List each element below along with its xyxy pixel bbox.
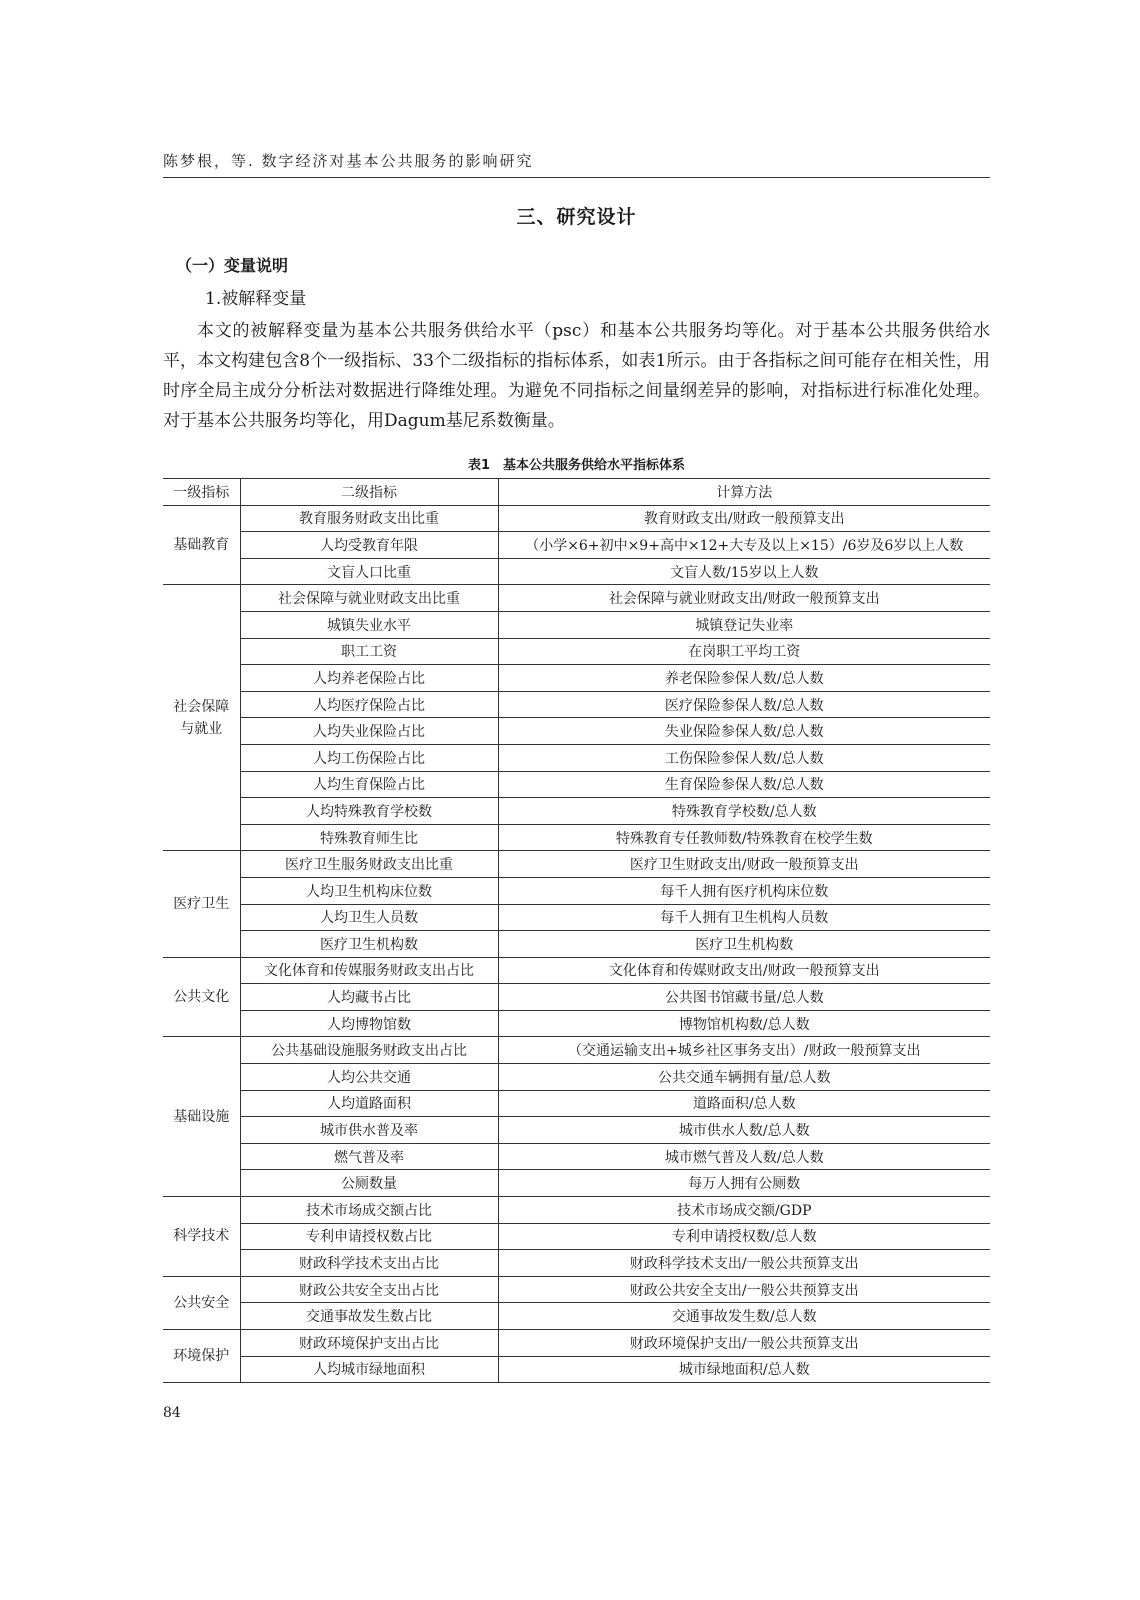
table-row	[163, 1197, 990, 1224]
method-cell: 养老保险参保人数/总人数	[498, 665, 990, 692]
table-row	[163, 824, 990, 851]
indicator-cell: 人均工伤保险占比	[240, 744, 498, 771]
category-cell	[163, 1197, 240, 1277]
table-row	[163, 1117, 990, 1144]
method-cell: 特殊教育专任教师数/特殊教育在校学生数	[498, 824, 990, 851]
indicator-cell: 职工工资	[240, 638, 498, 665]
body-paragraph: 本文的被解释变量为基本公共服务供给水平（psc）和基本公共服务均等化。对于基本公共服务供给水平，本文构建包含8个一级指标、33个二级指标的指标体系，如表1所示。由于各指标之间可能存在相关性，用时序全局主成分分析法对数据进行降维处理。为避免不同指标之间量纲差异的影响，对指标进行标准化处理。对于基本公共服务均等化，用Dagum基尼系数衡量。	[163, 321, 990, 431]
indicator-cell: 财政公共安全支出占比	[240, 1276, 498, 1303]
category-label: 公共文化	[173, 989, 230, 1006]
category-label: 科学技术	[173, 1228, 230, 1245]
table-row	[163, 851, 990, 878]
table-caption: 表1 基本公共服务供给水平指标体系	[467, 458, 686, 473]
category-cell	[163, 1037, 240, 1197]
indicator-cell: 人均卫生机构床位数	[240, 877, 498, 904]
method-cell: 每万人拥有公厕数	[498, 1170, 990, 1197]
indicator-cell: 人均公共交通	[240, 1064, 498, 1091]
table-row	[163, 1090, 990, 1117]
table-row	[163, 744, 990, 771]
indicator-table	[163, 478, 990, 1383]
indicator-cell: 财政环境保护支出占比	[240, 1330, 498, 1357]
indicator-cell: 人均博物馆数	[240, 1010, 498, 1037]
method-cell: 道路面积/总人数	[498, 1090, 990, 1117]
method-cell: 财政公共安全支出/一般公共预算支出	[498, 1276, 990, 1303]
category-label: 环境保护	[173, 1348, 230, 1365]
indicator-cell: 财政科学技术支出占比	[240, 1250, 498, 1277]
table-row	[163, 904, 990, 931]
category-label: 医疗卫生	[173, 896, 230, 912]
method-cell: 博物馆机构数/总人数	[498, 1010, 990, 1037]
table-row	[163, 691, 990, 718]
indicator-cell: 文盲人口比重	[240, 558, 498, 585]
method-cell: 财政科学技术支出/一般公共预算支出	[498, 1250, 990, 1277]
category-cell	[163, 505, 240, 585]
header-level1: 一级指标	[163, 479, 240, 506]
category-cell	[163, 1276, 240, 1329]
table-row	[163, 1303, 990, 1330]
indicator-cell: 文化体育和传媒服务财政支出占比	[240, 957, 498, 984]
table-row	[163, 957, 990, 984]
method-cell: 交通事故发生数/总人数	[498, 1303, 990, 1330]
method-cell: 工伤保险参保人数/总人数	[498, 744, 990, 771]
indicator-cell: 人均医疗保险占比	[240, 691, 498, 718]
indicator-cell: 交通事故发生数占比	[240, 1303, 498, 1330]
method-cell: 社会保障与就业财政支出/财政一般预算支出	[498, 585, 990, 612]
indicator-cell: 公共基础设施服务财政支出占比	[240, 1037, 498, 1064]
table-row	[163, 558, 990, 585]
page-number: 84	[163, 1405, 181, 1421]
indicator-cell: 教育服务财政支出比重	[240, 505, 498, 532]
method-cell: 教育财政支出/财政一般预算支出	[498, 505, 990, 532]
table-header-row	[163, 479, 990, 506]
table-row	[163, 1143, 990, 1170]
method-cell: 城市绿地面积/总人数	[498, 1356, 990, 1383]
table-row	[163, 798, 990, 825]
table-row	[163, 718, 990, 745]
indicator-cell: 人均养老保险占比	[240, 665, 498, 692]
indicator-cell: 城镇失业水平	[240, 611, 498, 638]
method-cell: 公共图书馆藏书量/总人数	[498, 984, 990, 1011]
table-row	[163, 1170, 990, 1197]
indicator-cell: 人均失业保险占比	[240, 718, 498, 745]
table-row	[163, 877, 990, 904]
indicator-cell: 人均特殊教育学校数	[240, 798, 498, 825]
indicator-cell: 人均藏书占比	[240, 984, 498, 1011]
method-cell: 生育保险参保人数/总人数	[498, 771, 990, 798]
indicator-cell: 人均道路面积	[240, 1090, 498, 1117]
method-cell: 城市供水人数/总人数	[498, 1117, 990, 1144]
indicator-cell: 人均受教育年限	[240, 532, 498, 559]
table-row	[163, 1330, 990, 1357]
method-cell: 特殊教育学校数/总人数	[498, 798, 990, 825]
category-label: 社会保障	[173, 698, 230, 715]
table-body	[163, 505, 990, 1383]
table-row	[163, 611, 990, 638]
subsubsection-title: 1.被解释变量	[205, 289, 307, 309]
category-label: 公共安全	[173, 1294, 230, 1311]
indicator-cell: 社会保障与就业财政支出比重	[240, 585, 498, 612]
method-cell: 失业保险参保人数/总人数	[498, 718, 990, 745]
category-cell	[163, 851, 240, 957]
method-cell: （小学×6+初中×9+高中×12+大专及以上×15）/6岁及6岁以上人数	[498, 532, 990, 559]
table-row	[163, 931, 990, 958]
table-row	[163, 1037, 990, 1064]
table-row	[163, 984, 990, 1011]
table-row	[163, 532, 990, 559]
method-cell: 城镇登记失业率	[498, 611, 990, 638]
method-cell: 医疗卫生机构数	[498, 931, 990, 958]
category-cell	[163, 957, 240, 1037]
indicator-cell: 专利申请授权数占比	[240, 1223, 498, 1250]
method-cell: 医疗保险参保人数/总人数	[498, 691, 990, 718]
method-cell: 文化体育和传媒财政支出/财政一般预算支出	[498, 957, 990, 984]
method-cell: 每千人拥有医疗机构床位数	[498, 877, 990, 904]
method-cell: 城市燃气普及人数/总人数	[498, 1143, 990, 1170]
indicator-cell: 特殊教育师生比	[240, 824, 498, 851]
method-cell: 公共交通车辆拥有量/总人数	[498, 1064, 990, 1091]
method-cell: 技术市场成交额/GDP	[498, 1197, 990, 1224]
table-row	[163, 1276, 990, 1303]
indicator-cell: 燃气普及率	[240, 1143, 498, 1170]
indicator-cell: 技术市场成交额占比	[240, 1197, 498, 1224]
running-head: 陈梦根，等. 数字经济对基本公共服务的影响研究	[163, 150, 990, 178]
indicator-cell: 公厕数量	[240, 1170, 498, 1197]
category-label: 基础教育	[173, 536, 230, 553]
indicator-cell: 人均生育保险占比	[240, 771, 498, 798]
indicator-cell: 医疗卫生机构数	[240, 931, 498, 958]
category-label: 基础设施	[173, 1108, 230, 1125]
table-row	[163, 1223, 990, 1250]
indicator-cell: 人均卫生人员数	[240, 904, 498, 931]
category-cell	[163, 1330, 240, 1383]
table-row	[163, 505, 990, 532]
indicator-cell: 医疗卫生服务财政支出比重	[240, 851, 498, 878]
category-cell	[163, 585, 240, 851]
table-row	[163, 585, 990, 612]
method-cell: 专利申请授权数/总人数	[498, 1223, 990, 1250]
header-level2: 二级指标	[240, 479, 498, 506]
method-cell: 财政环境保护支出/一般公共预算支出	[498, 1330, 990, 1357]
subsection-title: （一）变量说明	[176, 256, 289, 275]
table-row	[163, 1010, 990, 1037]
table-row	[163, 1250, 990, 1277]
header-method: 计算方法	[498, 479, 990, 506]
category-label: 与就业	[180, 720, 223, 737]
indicator-cell: 城市供水普及率	[240, 1117, 498, 1144]
method-cell: 每千人拥有卫生机构人员数	[498, 904, 990, 931]
table-row	[163, 771, 990, 798]
method-cell: （交通运输支出+城乡社区事务支出）/财政一般预算支出	[498, 1037, 990, 1064]
table-row	[163, 1356, 990, 1383]
section-title: 三、研究设计	[516, 206, 637, 228]
indicator-cell: 人均城市绿地面积	[240, 1356, 498, 1383]
method-cell: 文盲人数/15岁以上人数	[498, 558, 990, 585]
table-row	[163, 638, 990, 665]
method-cell: 医疗卫生财政支出/财政一般预算支出	[498, 851, 990, 878]
table-row	[163, 1064, 990, 1091]
table-row	[163, 665, 990, 692]
method-cell: 在岗职工平均工资	[498, 638, 990, 665]
